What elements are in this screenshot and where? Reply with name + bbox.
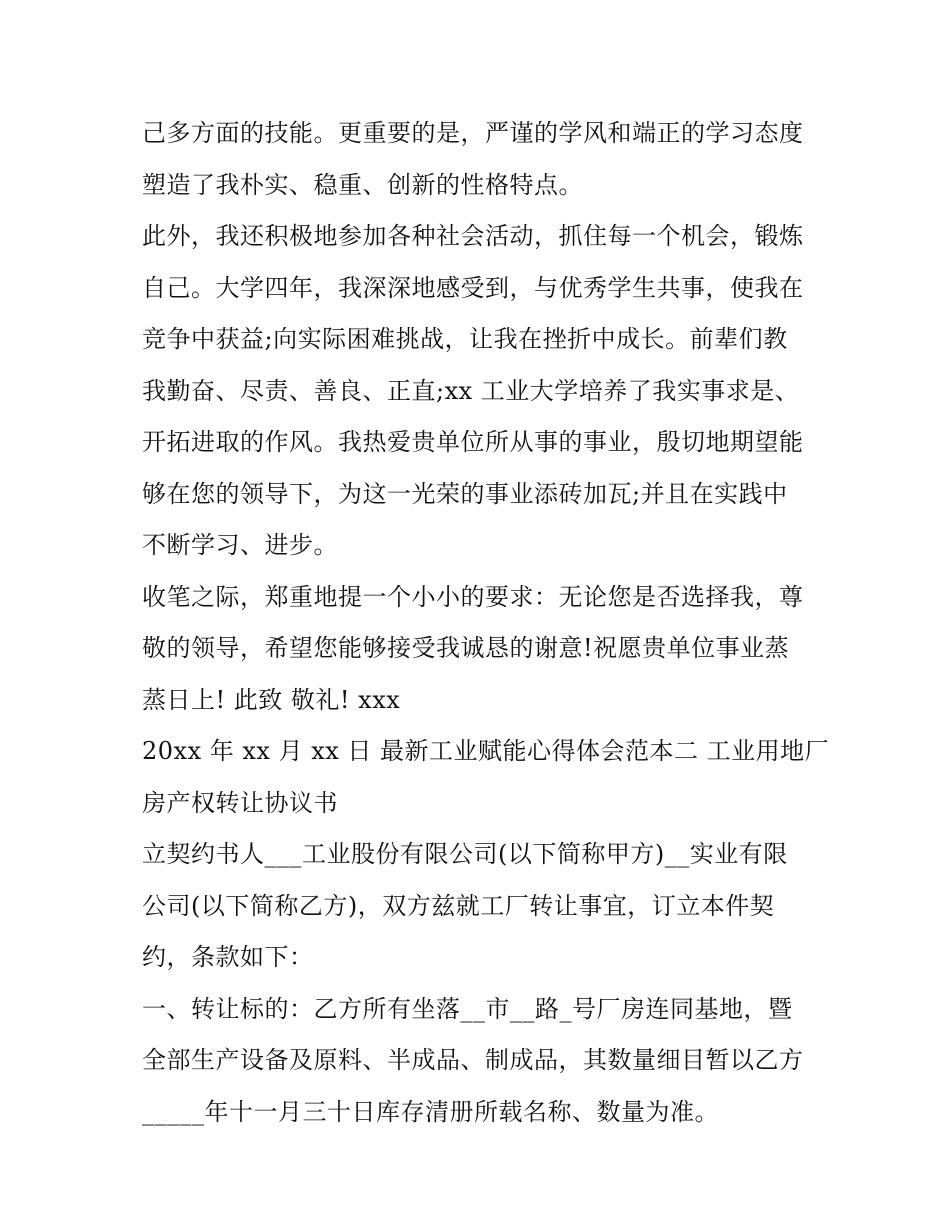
text-line: 收笔之际，郑重地提一个小小的要求：无论您是否选择我，尊	[142, 582, 804, 611]
text-line: 自己。大学四年，我深深地感受到，与优秀学生共事，使我在	[142, 273, 804, 302]
text-line: 20xx 年 xx 月 xx 日 最新工业赋能心得体会范本二 工业用地厂	[142, 737, 830, 765]
text-line: 我勤奋、尽责、善良、正直;xx 工业大学培养了我实事求是、	[142, 376, 800, 405]
text-line: 不断学习、进步。	[142, 531, 338, 559]
text-line: 一、转让标的：乙方所有坐落__市__路_号厂房连同基地，暨	[142, 994, 793, 1023]
text-line: 此外，我还积极地参加各种社会活动，抓住每一个机会，锻炼	[142, 222, 804, 250]
text-line: 够在您的领导下，为这一光荣的事业添砖加瓦;并且在实践中	[142, 479, 788, 508]
text-line: 己多方面的技能。更重要的是，严谨的学风和端正的学习态度	[142, 119, 804, 147]
text-line: 敬的领导，希望您能够接受我诚恳的谢意!祝愿贵单位事业蒸	[142, 634, 790, 662]
text-line: 开拓进取的作风。我热爱贵单位所从事的事业，殷切地期望能	[142, 428, 804, 456]
document-body	[142, 108, 830, 1138]
text-line: _____年十一月三十日库存清册所载名称、数量为准。	[142, 1097, 719, 1126]
text-line: 立契约书人___工业股份有限公司(以下简称甲方)__实业有限	[142, 840, 788, 868]
text-line: 竞争中获益;向实际困难挑战，让我在挫折中成长。前辈们教	[142, 325, 788, 353]
text-line: 全部生产设备及原料、半成品、制成品，其数量细目暂以乙方	[142, 1046, 804, 1074]
text-line: 蒸日上! 此致 敬礼! xxx	[142, 685, 401, 714]
text-line: 房产权转让协议书	[142, 788, 338, 817]
text-line: 公司(以下简称乙方)，双方兹就工厂转让事宜，订立本件契	[142, 891, 775, 920]
text-line: 塑造了我朴实、稳重、创新的性格特点。	[142, 170, 583, 199]
text-line: 约，条款如下：	[142, 943, 314, 971]
